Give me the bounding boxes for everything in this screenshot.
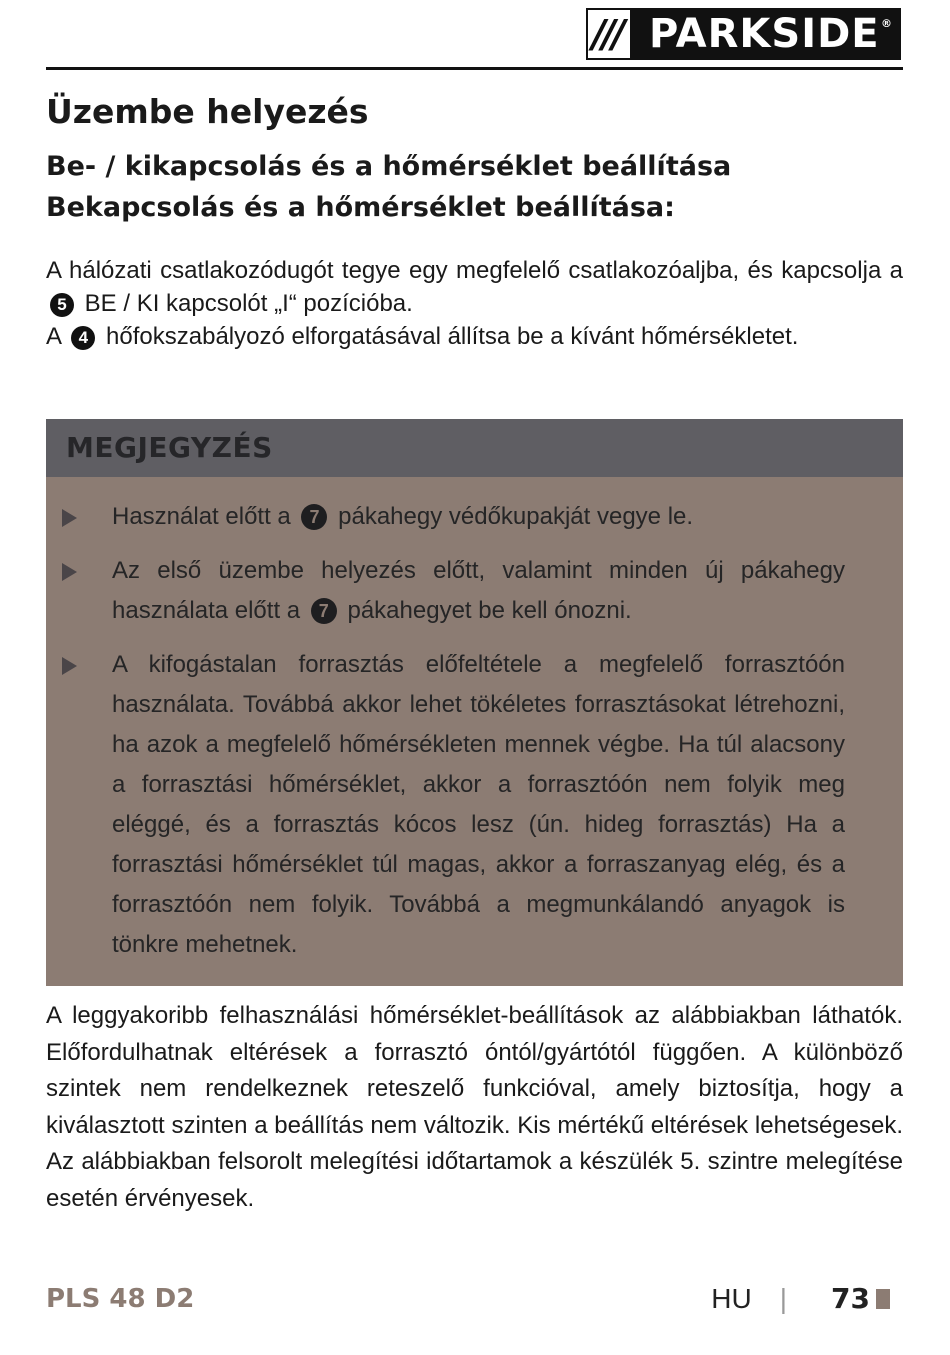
- footer-page-info: [711, 1282, 890, 1315]
- note-item-1-text-b: pákahegy védőkupakját vegye le.: [338, 503, 694, 530]
- bullet-triangle-icon: [62, 563, 77, 581]
- subtitle: [46, 146, 906, 228]
- bullet-triangle-icon: [62, 657, 77, 675]
- logo-wordmark: [630, 10, 899, 58]
- callout-number-4: 4: [71, 326, 95, 350]
- section-title: Üzembe helyezés: [46, 92, 369, 131]
- note-item-2-text-b: pákahegyet be kell ónozni.: [347, 597, 632, 624]
- parkside-logo: [586, 8, 901, 60]
- logo-slashes: ///: [588, 10, 630, 58]
- bullet-triangle-icon: [62, 509, 77, 527]
- logo-text: PARKSIDE: [649, 11, 880, 57]
- note-body: [46, 477, 903, 986]
- note-item-1-text-a: Használat előtt a: [112, 503, 291, 530]
- callout-number-7: 7: [301, 504, 327, 530]
- footer-separator: |: [779, 1282, 788, 1314]
- callout-number-7: 7: [311, 598, 337, 624]
- footer-language: HU: [711, 1282, 752, 1314]
- footer-model: PLS 48 D2: [46, 1284, 195, 1314]
- intro-p2-text-b: hőfokszabályozó elforgatásával állítsa be a kívánt hőmérsékletet.: [106, 323, 799, 350]
- page-number: 73: [831, 1282, 870, 1315]
- subtitle-line-1: Be- / kikapcsolás és a hőmérséklet beállítása: [46, 151, 732, 182]
- note-heading: MEGJEGYZÉS: [66, 431, 273, 464]
- note-item-3: [112, 645, 845, 965]
- note-item-1: [112, 497, 845, 537]
- callout-number-5: 5: [50, 293, 74, 317]
- intro-p1-text-b: BE / KI kapcsolót „I“ pozícióba.: [84, 290, 413, 317]
- intro-p2-text-a: A: [46, 323, 61, 350]
- page-marker-square-icon: [876, 1289, 890, 1309]
- header-rule: [46, 67, 903, 70]
- note-header: [46, 419, 903, 477]
- intro-paragraph-1: [46, 254, 903, 320]
- note-item-2: [112, 551, 845, 631]
- subtitle-line-2: Bekapcsolás és a hőmérséklet beállítása:: [46, 192, 675, 223]
- note-item-3-text: A kifogástalan forrasztás előfeltétele a megfelelő forrasztóón használata. Továbbá akkor lehet tökéletes forrasztásokat létrehozni, ha azok a megfelelő hőmérsékleten mennek végbe. Ha túl alacsony a forrasztási hőmérséklet, akkor a forrasztóón nem folyik meg eléggé, és a forrasztás kócos lesz (ún. hideg forrasztás) Ha a forrasztási hőmérséklet túl magas, akkor a forraszanyag elég, és a forrasztóón nem folyik. Továbbá a megmunkálandó anyagok is tönkre mehetnek.: [112, 651, 845, 958]
- intro-paragraph-2: [46, 320, 903, 353]
- logo-registered-mark: ®: [881, 17, 893, 30]
- intro-p1-text-a: A hálózati csatlakozódugót tegye egy megfelelő csatlakozóaljba, és kapcsolja a: [46, 257, 903, 284]
- outro-paragraph: A leggyakoribb felhasználási hőmérséklet-beállítások az alábbiakban láthatók. Előfordulhatnak eltérések a forrasztó óntól/gyártótól függően. A különböző szintek nem rendelkeznek reteszelő funkcióval, amely biztosítja, hogy a kiválasztott szinten a beállítás nem változik. Kis mértékű eltérések lehetségesek. Az alábbiakban felsorolt melegítési időtartamok a készülék 5. szintre melegítése esetén érvényesek.: [46, 1002, 903, 1212]
- intro-text: [46, 254, 903, 353]
- note-item-2-text-a: Az első üzembe helyezés előtt, valamint minden új pákahegy használata előtt a: [112, 557, 845, 624]
